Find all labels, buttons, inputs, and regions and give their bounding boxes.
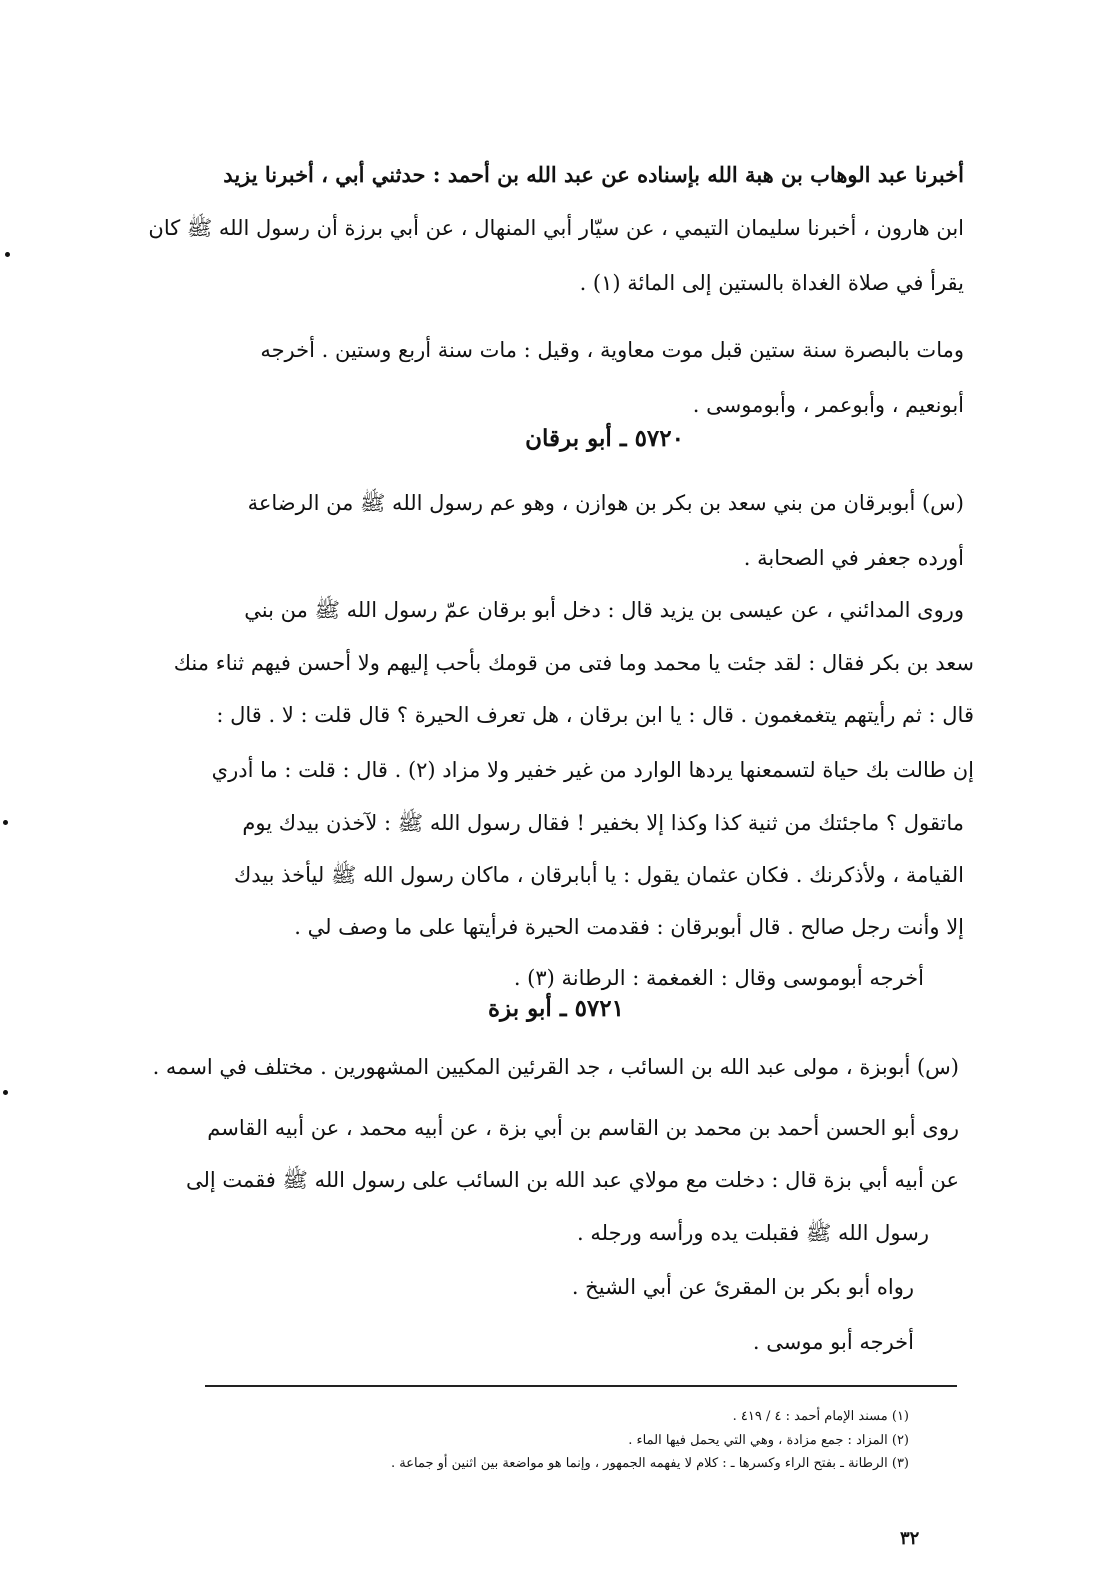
footnote-separator	[205, 1385, 957, 1387]
footnote-1: (١) مسند الإمام أحمد : ٤ / ٤١٩ .	[732, 1409, 909, 1424]
para2-line2: أبونعيم ، وأبوعمر ، وأبوموسى .	[692, 393, 964, 417]
entry5721-line4: رسول الله ﷺ فقبلت يده ورأسه ورجله .	[577, 1221, 929, 1245]
entry5720-line6: إن طالت بك حياة لتسمعنها يردها الوارد من غير خفير ولا مزاد (٢) . قال : قلت : ما أدري	[211, 758, 974, 782]
margin-mark	[3, 1090, 8, 1095]
page-number: ٣٢	[900, 1528, 920, 1549]
para1-line2: ابن هارون ، أخبرنا سليمان التيمي ، عن سيّار أبي المنهال ، عن أبي برزة أن رسول الله ﷺ كان	[148, 216, 964, 240]
entry-heading-5720: ٥٧٢٠ ـ أبو برقان	[525, 425, 684, 452]
entry5720-line10: أخرجه أبوموسى وقال : الغمغمة : الرطانة (٣) .	[513, 966, 924, 990]
entry5721-line2: روى أبو الحسن أحمد بن محمد بن القاسم بن أبي بزة ، عن أبيه محمد ، عن أبيه القاسم	[207, 1116, 959, 1140]
entry5720-line9: إلا وأنت رجل صالح . قال أبوبرقان : فقدمت الحيرة فرأيتها على ما وصف لي .	[294, 915, 964, 939]
margin-mark	[3, 820, 8, 825]
para1-line3: يقرأ في صلاة الغداة بالستين إلى المائة (١) .	[579, 271, 964, 295]
entry5720-line8: القيامة ، ولأذكرنك . فكان عثمان يقول : يا أبابرقان ، ماكان رسول الله ﷺ ليأخذ بيدك	[233, 863, 964, 887]
para1-line1: أخبرنا عبد الوهاب بن هبة الله بإسناده عن عبد الله بن أحمد : حدثني أبي ، أخبرنا يزيد	[223, 162, 964, 187]
footnote-2: (٢) المزاد : جمع مزادة ، وهي التي يحمل فيها الماء .	[628, 1433, 909, 1448]
entry5720-line7: ماتقول ؟ ماجئتك من ثنية كذا وكذا إلا بخفير ! فقال رسول الله ﷺ : لآخذن بيدك يوم	[242, 811, 964, 835]
entry5720-line3: وروى المدائني ، عن عيسى بن يزيد قال : دخل أبو برقان عمّ رسول الله ﷺ من بني	[244, 598, 964, 622]
entry5721-line5: رواه أبو بكر بن المقرئ عن أبي الشيخ .	[571, 1275, 914, 1299]
entry5720-line2: أورده جعفر في الصحابة .	[743, 546, 964, 570]
entry-heading-5721: ٥٧٢١ ـ أبو بزة	[488, 995, 624, 1022]
entry5721-line3: عن أبيه أبي بزة قال : دخلت مع مولاي عبد الله بن السائب على رسول الله ﷺ فقمت إلى	[186, 1168, 959, 1192]
entry5720-line1: (س) أبوبرقان من بني سعد بن بكر بن هوازن ، وهو عم رسول الله ﷺ من الرضاعة	[247, 491, 964, 515]
entry5720-line5: قال : ثم رأيتهم يتغمغمون . قال : يا ابن برقان ، هل تعرف الحيرة ؟ قال قلت : لا . قال :	[216, 703, 974, 727]
footnote-3: (٣) الرطانة ـ بفتح الراء وكسرها ـ : كلام لا يفهمه الجمهور ، وإنما هو مواضعة بين اثنين أو جماعة .	[391, 1456, 909, 1471]
para2-line1: ومات بالبصرة سنة ستين قبل موت معاوية ، وقيل : مات سنة أربع وستين . أخرجه	[260, 338, 964, 362]
entry5721-line1: (س) أبوبزة ، مولى عبد الله بن السائب ، جد القرئين المكيين المشهورين . مختلف في اسمه .	[152, 1055, 959, 1079]
entry5720-line4: سعد بن بكر فقال : لقد جئت يا محمد وما فتى من قومك بأحب إليهم ولا أحسن فيهم ثناء منك	[173, 651, 974, 675]
margin-mark	[5, 252, 10, 257]
entry5721-line6: أخرجه أبو موسى .	[752, 1330, 914, 1354]
